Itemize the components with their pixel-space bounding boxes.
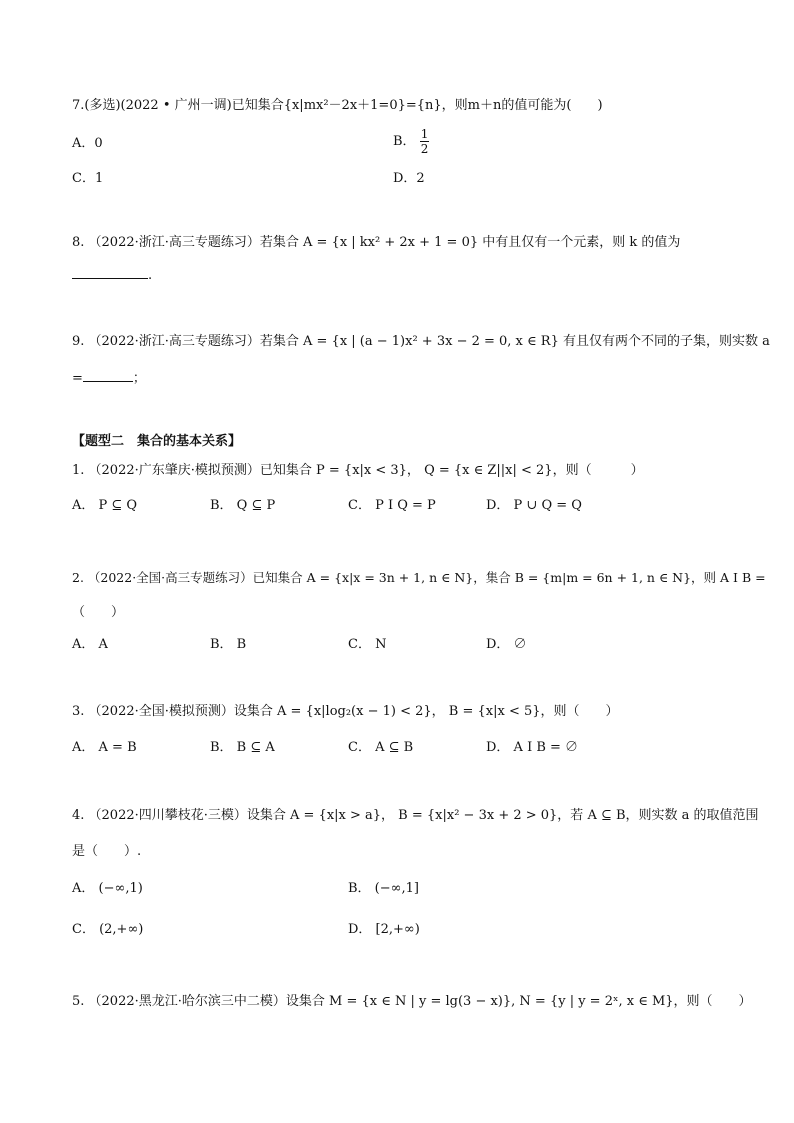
- q7-stem: 7.(多选)(2022 • 广州一调)已知集合{x|mx²－2x＋1=0}={n}，则m＋n的值可能为( ): [72, 98, 603, 113]
- p2-stem: 2. （2022·全国·高三专题练习）已知集合 A = {x|x = 3n + 1, n ∈ N}，集合 B = {m|m = 6n + 1, n ∈ N}，则 A I B =: [72, 570, 766, 585]
- p1-stem: 1. （2022·广东肇庆·模拟预测）已知集合 P = {x|x < 3}， Q = {x ∈ Z||x| < 2}，则（ ）: [72, 463, 644, 478]
- p3-option-c: C． A ⊆ B: [348, 740, 414, 755]
- q8-answer-line: [72, 266, 152, 285]
- p4-option-b: B． (−∞,1]: [348, 881, 419, 896]
- q7-option-a: A．0: [72, 136, 103, 151]
- p5-stem: 5. （2022·黑龙江·哈尔滨三中二模）设集合 M = {x ∈ N | y = lg(3 − x)}, N = {y | y = 2ˣ, x ∈ M}，则（ ）: [72, 994, 752, 1009]
- q7-option-c: C．1: [72, 171, 104, 186]
- p1-option-d: D． P ∪ Q = Q: [486, 498, 582, 513]
- q7-option-b-fraction: [420, 127, 430, 156]
- q8-stem: 8. （2022·浙江·高三专题练习）若集合 A = {x | kx² + 2x + 1 = 0} 中有且仅有一个元素，则 k 的值为: [72, 235, 681, 250]
- p1-option-c: C． P I Q = P: [348, 498, 436, 513]
- answer-blank: [83, 369, 133, 382]
- q9-answer-line: [72, 369, 146, 388]
- q9-prefix: =: [72, 371, 83, 386]
- p3-stem: 3. （2022·全国·模拟预测）设集合 A = {x|log₂(x − 1) < 2}， B = {x|x < 5}，则（ ）: [72, 704, 619, 719]
- p2-option-a: A． A: [72, 637, 108, 652]
- q9-tail: ；: [132, 371, 146, 386]
- q9-stem: 9. （2022·浙江·高三专题练习）若集合 A = {x | (a − 1)x² + 3x − 2 = 0, x ∈ R} 有且仅有两个不同的子集，则实数 a: [72, 334, 770, 349]
- p4-option-d: D． [2,+∞): [348, 922, 420, 937]
- p2-paren: （ ）: [72, 605, 125, 620]
- p1-option-a: A． P ⊆ Q: [72, 498, 138, 513]
- p4-option-c: C． (2,+∞): [72, 922, 144, 937]
- fraction-numerator: 1: [420, 127, 429, 141]
- p3-option-a: A． A = B: [72, 740, 137, 755]
- p1-option-b: B． Q ⊆ P: [210, 498, 276, 513]
- p4-stem-continued: 是（ ）.: [72, 844, 142, 859]
- answer-blank: [72, 266, 148, 279]
- q8-tail: .: [148, 268, 153, 283]
- p3-option-d: D． A I B = ∅: [486, 740, 579, 755]
- q7-option-d: D．2: [393, 171, 425, 186]
- p4-option-a: A． (−∞,1): [72, 881, 143, 896]
- p2-option-b: B． B: [210, 637, 247, 652]
- fraction-denominator: 2: [420, 142, 429, 156]
- q7-option-b: [393, 127, 429, 156]
- p4-stem: 4. （2022·四川攀枝花·三模）设集合 A = {x|x > a}， B = {x|x² − 3x + 2 > 0}，若 A ⊆ B，则实数 a 的取值范围: [72, 808, 759, 823]
- p3-option-b: B． B ⊆ A: [210, 740, 275, 755]
- q7-option-b-label: B．: [393, 134, 416, 149]
- section-title: 【题型二 集合的基本关系】: [72, 434, 242, 449]
- p2-option-c: C． N: [348, 637, 387, 652]
- p2-option-d: D． ∅: [486, 637, 527, 652]
